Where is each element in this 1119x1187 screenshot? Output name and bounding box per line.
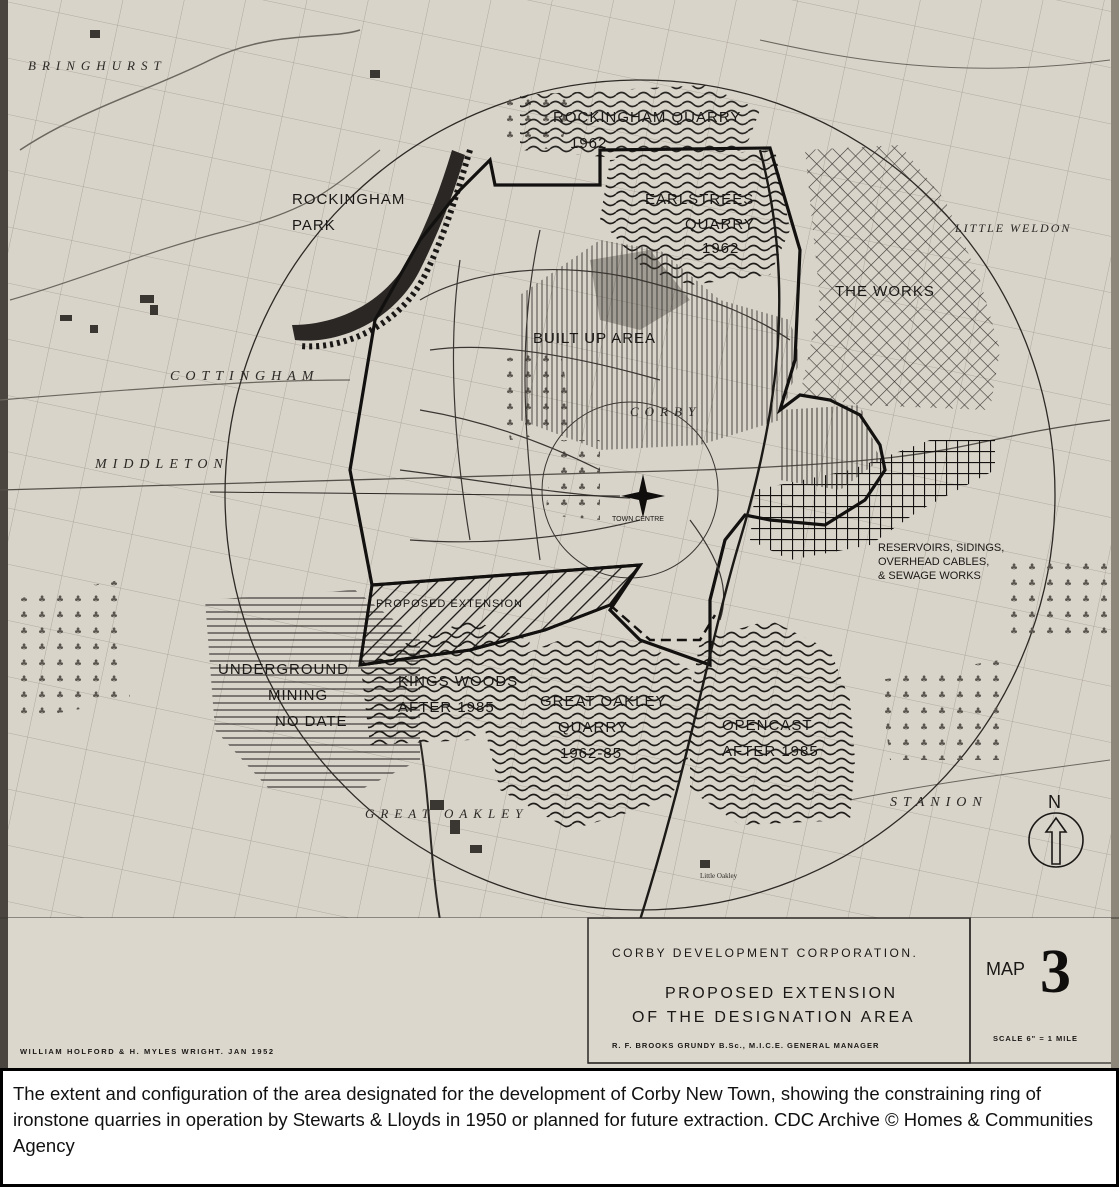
title-manager: R. F. BROOKS GRUNDY B.Sc., M.I.C.E. GENERAL MANAGER — [612, 1041, 880, 1050]
caption-box — [0, 1068, 1119, 1187]
label-stanion: STANION — [890, 795, 988, 810]
label-great-oakley-quarry-year: 1962-85 — [560, 745, 623, 762]
label-great-oakley-quarry-2: QUARRY — [558, 719, 628, 736]
label-cottingham: COTTINGHAM — [170, 369, 320, 384]
title-line1: PROPOSED EXTENSION — [665, 985, 898, 1002]
label-great-oakley-quarry: GREAT OAKLEY — [540, 693, 667, 710]
label-reservoirs-2: OVERHEAD CABLES, — [878, 556, 990, 568]
label-reservoirs-1: RESERVOIRS, SIDINGS, — [878, 542, 1005, 554]
label-built-up-area: BUILT UP AREA — [533, 330, 657, 347]
title-line2: OF THE DESIGNATION AREA — [632, 1009, 916, 1026]
label-little-oakley: Little Oakley — [700, 872, 738, 880]
map-authors: WILLIAM HOLFORD & H. MYLES WRIGHT. JAN 1952 — [20, 1047, 275, 1056]
label-middleton: MIDDLETON — [95, 457, 229, 472]
map-label: MAP — [986, 959, 1026, 979]
label-mining: MINING — [268, 687, 329, 704]
label-corby: CORBY — [630, 404, 702, 419]
map-number: 3 — [1040, 938, 1071, 1006]
map-scale: SCALE 6" = 1 MILE — [993, 1034, 1078, 1043]
label-kings-woods-year: AFTER 1985 — [398, 699, 495, 716]
title-corporation: CORBY DEVELOPMENT CORPORATION. — [612, 946, 919, 960]
label-the-works: THE WORKS — [835, 283, 935, 300]
label-rockingham: ROCKINGHAM — [292, 191, 406, 208]
label-no-date: NO DATE — [275, 713, 348, 730]
label-reservoirs-3: & SEWAGE WORKS — [878, 570, 981, 582]
label-rockingham-quarry: ROCKINGHAM QUARRY — [553, 109, 742, 126]
caption-text: The extent and configuration of the area designated for the development of Corby New Town, showing the constraining ring of ironstone quarries in operation by Stewarts & Lloyds in 1950 or planned for future extraction. CDC Archive © Homes & Communities Agency — [13, 1083, 1093, 1156]
label-little-weldon: LITTLE WELDON — [955, 221, 1072, 235]
label-opencast-year: AFTER 1985 — [722, 743, 819, 760]
label-bringhurst: BRINGHURST — [28, 58, 167, 73]
label-park: PARK — [292, 217, 336, 234]
label-underground: UNDERGROUND — [218, 661, 349, 678]
label-great-oakley: GREAT OAKLEY — [365, 806, 529, 821]
label-earlstrees-quarry: QUARRY — [685, 216, 755, 233]
label-kings-woods: KINGS WOODS — [398, 673, 519, 690]
label-proposed-extension: PROPOSED EXTENSION — [376, 598, 523, 610]
label-earlstrees-year: 1962 — [702, 240, 740, 257]
label-opencast: OPENCAST — [722, 717, 813, 734]
north-label: N — [1048, 792, 1062, 812]
label-earlstrees: EARLSTREES — [645, 191, 755, 208]
label-rockingham-quarry-year: 1962 — [570, 135, 608, 152]
label-town-centre: TOWN CENTRE — [612, 516, 664, 523]
